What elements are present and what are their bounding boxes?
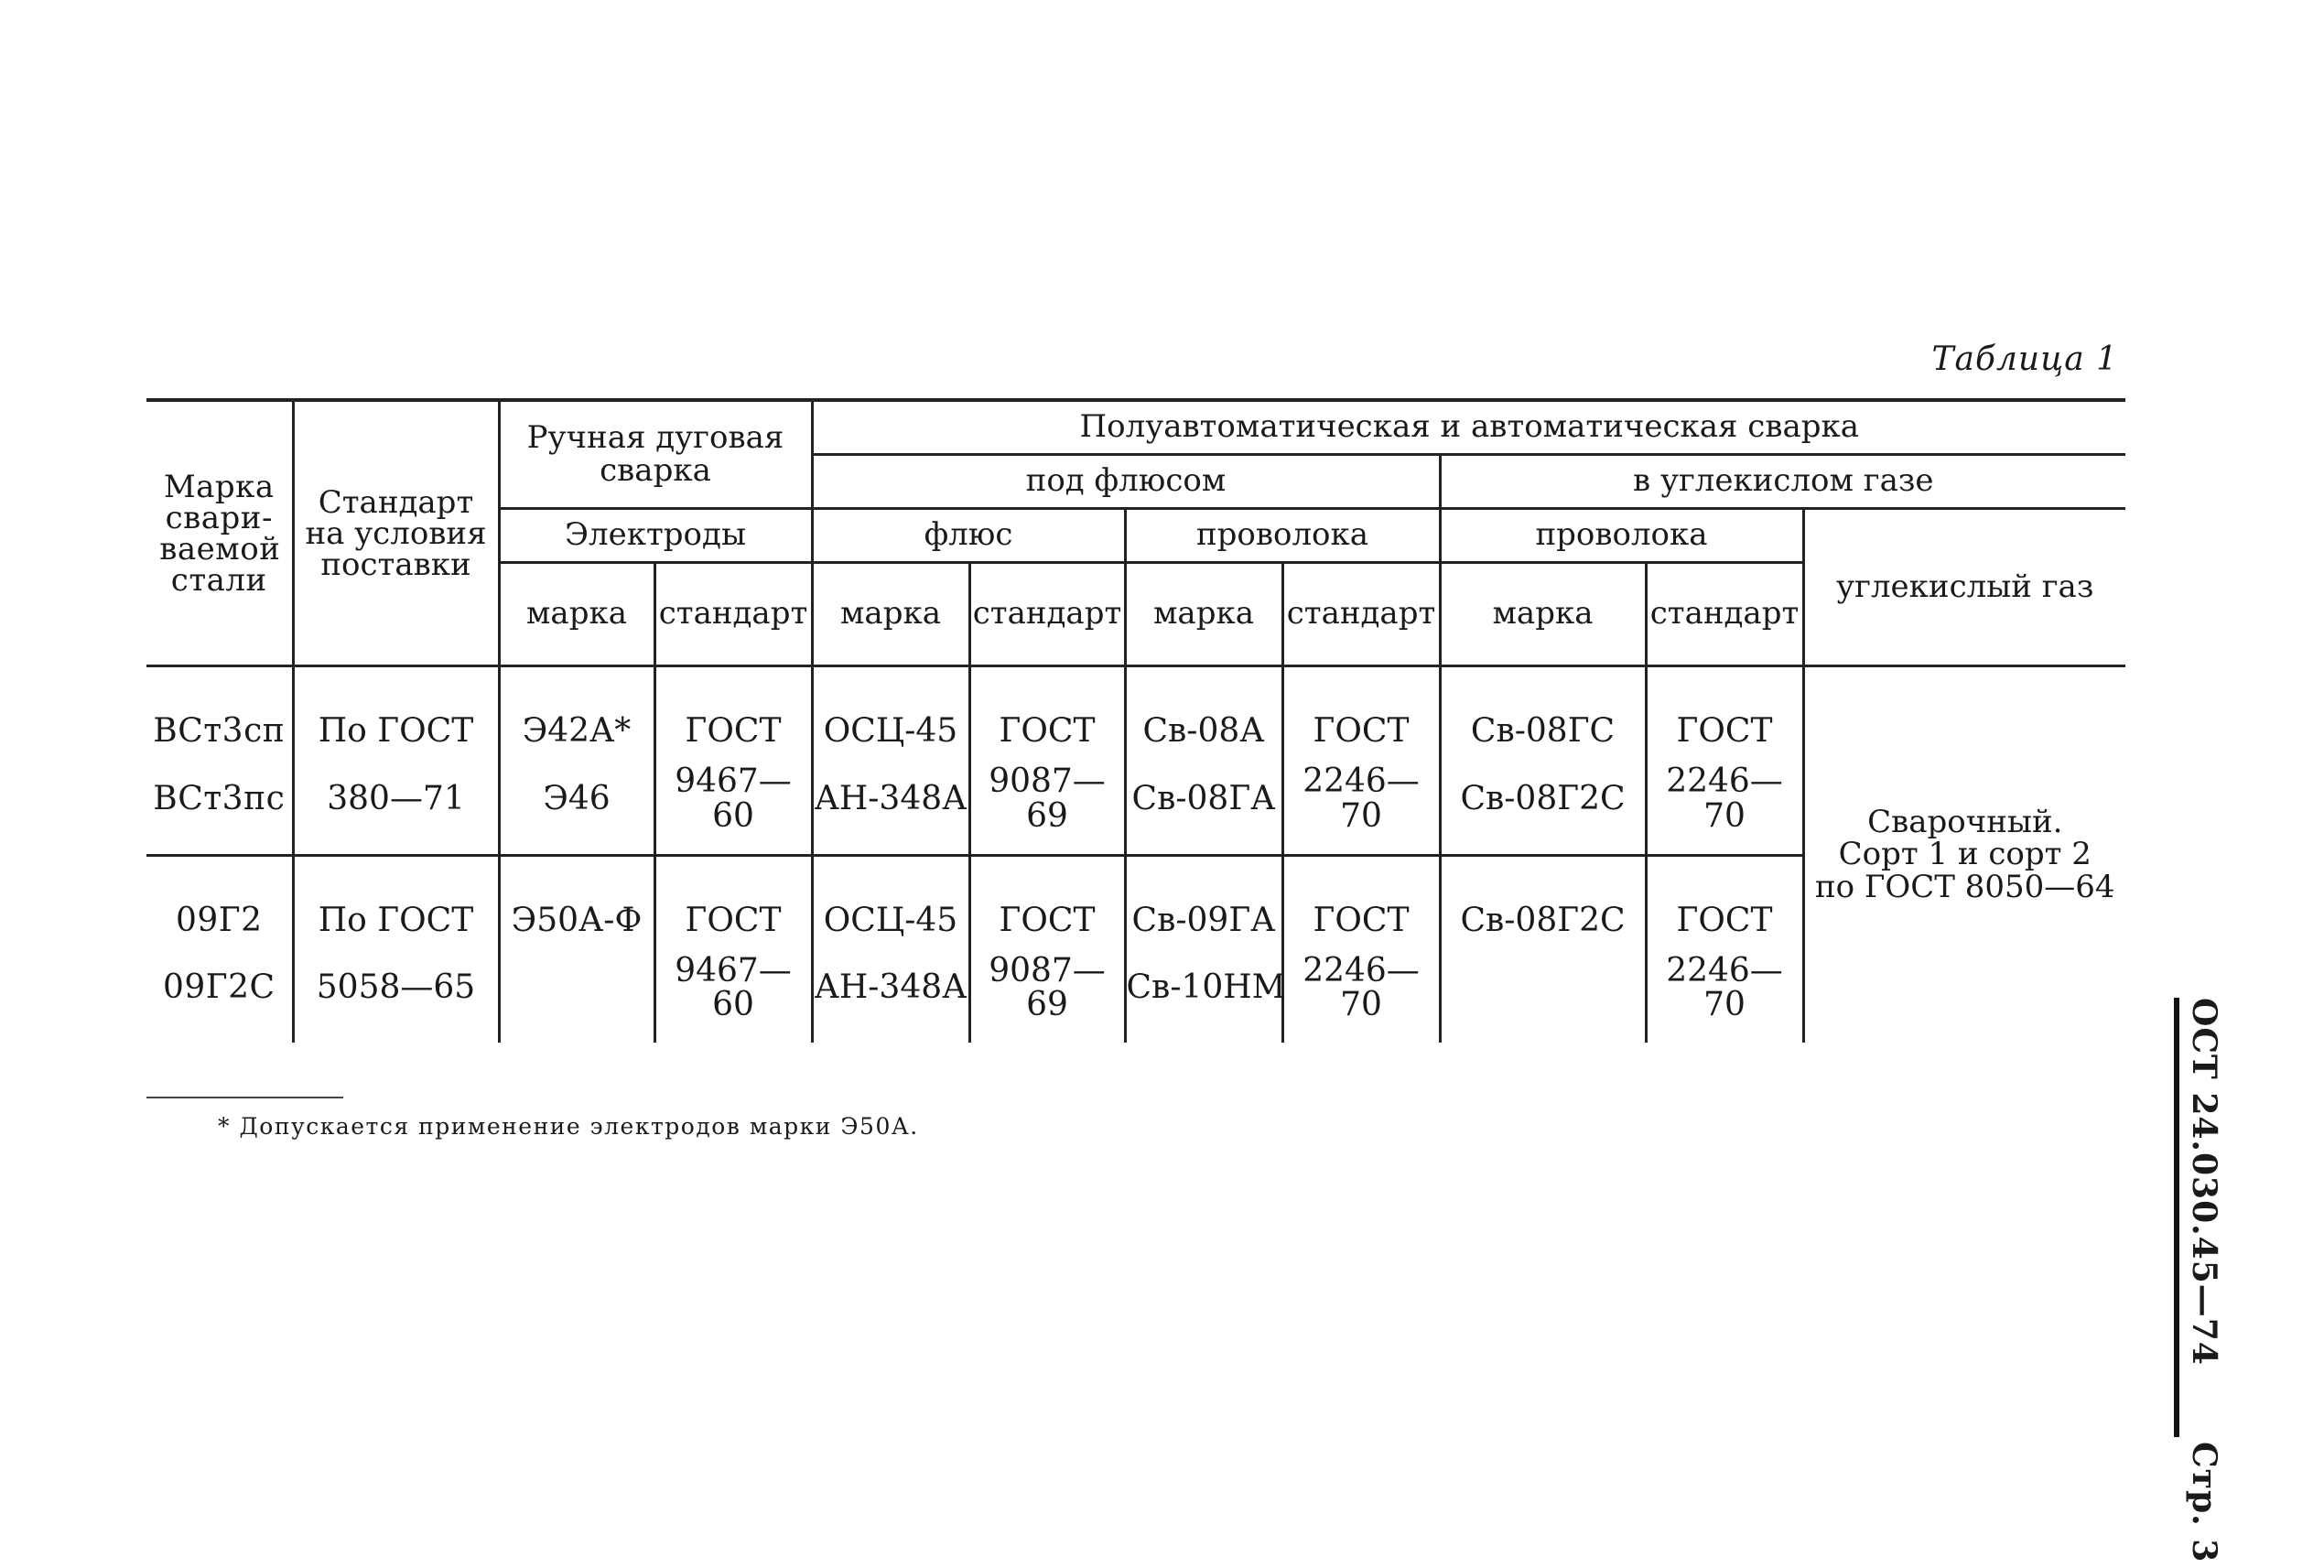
wire-flux-mark: Св-08А [1125, 698, 1282, 764]
flux-mark: ОСЦ-45 [812, 698, 969, 764]
side-text [2185, 998, 2223, 1563]
supply-standard: По ГОСТ [293, 698, 499, 764]
header-manual-arc [499, 400, 812, 509]
flux-mark: АН-348А [812, 954, 969, 1023]
header-co2-gas: углекислый газ [1803, 509, 2125, 666]
welding-materials-table-wrap [146, 398, 2125, 1043]
wire-flux-standard: ГОСТ [1282, 698, 1440, 764]
header-supply-standard-text: Стандарт на условия поставки [305, 483, 487, 583]
wire-flux-mark: Св-08ГА [1125, 764, 1282, 834]
flux-standard: 9087—69 [969, 764, 1125, 834]
header-under-flux: под флюсом [812, 455, 1440, 509]
header-steel-grade-text: Марка свари-ваемой стали [159, 468, 281, 599]
co2-gas-line-1: Сварочный. [1867, 803, 2063, 840]
supply-standard: По ГОСТ [293, 888, 499, 954]
header-wire-flux-standard: стандарт [1282, 563, 1440, 666]
header-electrode-mark: марка [499, 563, 654, 666]
wire-flux-standard: 2246—70 [1282, 764, 1440, 834]
flux-standard: 9087—69 [969, 954, 1125, 1023]
wire-flux-standard: 2246—70 [1282, 954, 1440, 1023]
header-semi-auto: Полуавтоматическая и автоматическая сварка [812, 400, 2125, 455]
header-wire-flux-mark: марка [1125, 563, 1282, 666]
electrode-standard: ГОСТ [654, 698, 812, 764]
row1-gap [146, 666, 2125, 699]
wire-co2-standard: 2246—70 [1646, 954, 1803, 1023]
side-document-label [2165, 998, 2238, 1563]
wire-co2-mark [1440, 954, 1646, 1023]
wire-flux-standard: ГОСТ [1282, 888, 1440, 954]
header-flux: флюс [812, 509, 1125, 563]
header-flux-mark: марка [812, 563, 969, 666]
electrode-standard: 9467—60 [654, 764, 812, 834]
header-steel-grade [146, 400, 293, 666]
side-rule [2174, 998, 2179, 1437]
footnote-divider [146, 1097, 343, 1098]
steel-grade: ВСт3сп [153, 712, 286, 751]
electrode-mark: Э42А* [499, 698, 654, 764]
wire-co2-standard: 2246—70 [1646, 764, 1803, 834]
electrode-standard: ГОСТ [654, 888, 812, 954]
steel-grade: 09Г2 [175, 901, 263, 939]
welding-materials-table [146, 398, 2125, 1043]
wire-co2-mark: Св-08ГС [1440, 698, 1646, 764]
supply-standard: 380—71 [293, 764, 499, 834]
header-supply-standard [293, 400, 499, 666]
co2-gas-cell [1803, 666, 2125, 1044]
supply-standard: 5058—65 [293, 954, 499, 1023]
wire-co2-mark: Св-08Г2С [1440, 888, 1646, 954]
wire-co2-standard: ГОСТ [1646, 888, 1803, 954]
header-row-1 [146, 400, 2125, 455]
document-number: ОСТ 24.030.45—74 [2185, 998, 2223, 1366]
header-manual-arc-text: Ручная дуговая сварка [526, 418, 784, 489]
header-flux-standard: стандарт [969, 563, 1125, 666]
header-in-co2: в углекислом газе [1440, 455, 2125, 509]
header-wire-co2-mark: марка [1440, 563, 1646, 666]
electrode-standard: 9467—60 [654, 954, 812, 1023]
page-number: Стр. 3 [2185, 1442, 2223, 1563]
steel-grade: 09Г2С [162, 968, 276, 1007]
wire-flux-mark: Св-09ГА [1125, 888, 1282, 954]
co2-gas-line-3: по ГОСТ 8050—64 [1814, 868, 2115, 905]
header-wire-co2-standard: стандарт [1646, 563, 1803, 666]
flux-standard: ГОСТ [969, 698, 1125, 764]
table-caption: Таблица 1 [1931, 341, 2118, 378]
header-wire-co2: проволока [1440, 509, 1803, 563]
wire-flux-mark: Св-10НМ [1125, 954, 1282, 1023]
header-wire-flux: проволока [1125, 509, 1440, 563]
electrode-mark: Э50А-Ф [499, 888, 654, 954]
wire-co2-mark: Св-08Г2С [1440, 764, 1646, 834]
electrode-mark: Э46 [499, 764, 654, 834]
header-electrodes: Электроды [499, 509, 812, 563]
flux-standard: ГОСТ [969, 888, 1125, 954]
flux-mark: ОСЦ-45 [812, 888, 969, 954]
flux-mark: АН-348А [812, 764, 969, 834]
header-electrode-standard: стандарт [654, 563, 812, 666]
co2-gas-line-2: Сорт 1 и сорт 2 [1838, 836, 2092, 873]
wire-co2-standard: ГОСТ [1646, 698, 1803, 764]
footnote: * Допускается применение электродов марки Э50А. [218, 1113, 919, 1140]
steel-grade: ВСт3пс [153, 779, 286, 817]
electrode-mark [499, 954, 654, 1023]
